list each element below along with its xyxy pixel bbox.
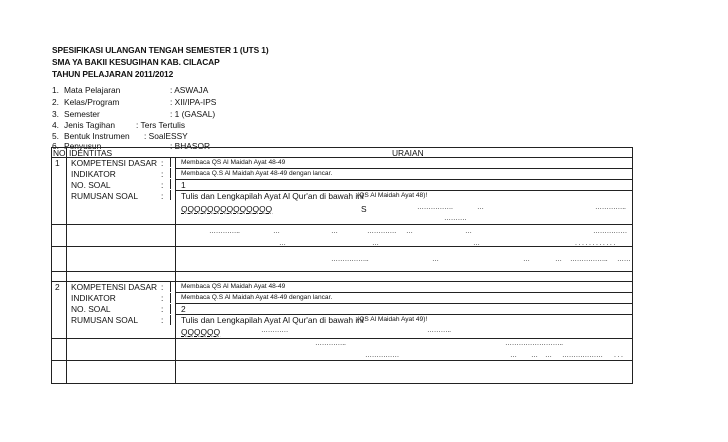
colon: : bbox=[161, 293, 164, 303]
blank-line: … bbox=[555, 256, 562, 263]
blank-line: . . . bbox=[614, 352, 623, 359]
blank-line: ………. bbox=[444, 215, 467, 222]
blank-line: ……….. bbox=[427, 327, 451, 334]
col-divider bbox=[170, 293, 171, 303]
row-divider bbox=[52, 271, 633, 272]
nosoal-value: 1 bbox=[181, 180, 186, 190]
row-divider bbox=[175, 303, 633, 304]
kompetensi-value: Membaca QS Al Maidah Ayat 48-49 bbox=[181, 283, 286, 290]
rumusan-label: RUMUSAN SOAL bbox=[71, 315, 139, 325]
blank-line: … bbox=[406, 228, 413, 235]
blank-line: …………….. bbox=[331, 256, 369, 263]
meta-item bbox=[52, 131, 188, 141]
colon: : bbox=[161, 315, 164, 325]
row-number: 2 bbox=[55, 282, 60, 292]
blank-line: … bbox=[531, 352, 538, 359]
colon: : bbox=[161, 180, 164, 190]
meta-value: : Ters Tertulis bbox=[136, 120, 186, 130]
row-divider bbox=[52, 360, 633, 361]
blank-line: … bbox=[477, 204, 484, 211]
meta-label: Kelas/Program bbox=[64, 97, 120, 107]
blank-line: …………… bbox=[593, 228, 628, 235]
nosoal-value: 2 bbox=[181, 304, 186, 314]
blank-line: … bbox=[545, 352, 552, 359]
indikator-label: INDIKATOR bbox=[71, 293, 116, 303]
meta-item bbox=[52, 97, 217, 107]
rumusan-ref: (QS Al Maidah Ayat 49)! bbox=[357, 316, 428, 323]
kompetensi-label: KOMPETENSI DASAR bbox=[71, 158, 158, 168]
col-divider bbox=[175, 282, 176, 384]
rumusan-value: Tulis dan Lengkapilah Ayat Al Qur'an di bawah ini bbox=[181, 191, 364, 201]
indikator-label: INDIKATOR bbox=[71, 169, 116, 179]
meta-num: 5. bbox=[52, 131, 59, 141]
meta-label: Semester bbox=[64, 109, 100, 119]
colon: : bbox=[161, 282, 164, 292]
academic-year: TAHUN PELAJARAN 2011/2012 bbox=[52, 69, 174, 79]
col-divider bbox=[66, 148, 67, 384]
meta-num: 1. bbox=[52, 85, 59, 95]
blank-line: … bbox=[372, 240, 379, 247]
blank-line: … bbox=[473, 240, 480, 247]
col-divider bbox=[170, 179, 171, 189]
blank-line: ……………… bbox=[562, 352, 603, 359]
meta-label: Penyusun bbox=[64, 141, 102, 151]
col-divider bbox=[170, 315, 171, 325]
meta-num: 3. bbox=[52, 109, 59, 119]
blank-line: …………. bbox=[367, 228, 396, 235]
meta-num: 6. bbox=[52, 141, 59, 151]
indikator-value: Membaca Q.S Al Maidah Ayat 48-49 dengan lancar. bbox=[181, 294, 333, 301]
meta-value: : 1 (GASAL) bbox=[170, 109, 216, 119]
rumusan-label: RUMUSAN SOAL bbox=[71, 191, 139, 201]
row-divider bbox=[175, 168, 633, 169]
col-header-uraian: URAIAN bbox=[392, 148, 424, 158]
colon: : bbox=[161, 191, 164, 201]
meta-num: 4. bbox=[52, 120, 59, 130]
col-divider bbox=[170, 157, 171, 167]
blank-line: ………….. bbox=[315, 340, 346, 347]
arabic-line: QQQQQQQQQQQQQQ bbox=[181, 204, 273, 214]
meta-num: 2. bbox=[52, 97, 59, 107]
colon: : bbox=[161, 158, 164, 168]
nosoal-label: NO. SOAL bbox=[71, 304, 111, 314]
meta-item bbox=[52, 109, 216, 119]
doc-title: SPESIFIKASI ULANGAN TENGAH SEMESTER 1 (UTS 1) bbox=[52, 45, 269, 55]
meta-label: Jenis Tagihan bbox=[64, 120, 116, 130]
meta-value: : SoalESSY bbox=[144, 131, 188, 141]
indikator-value: Membaca Q.S Al Maidah Ayat 48-49 dengan lancar. bbox=[181, 170, 333, 177]
blank-line: …………… bbox=[365, 352, 400, 359]
colon: : bbox=[161, 169, 164, 179]
blank-line: ………… bbox=[261, 327, 289, 334]
row-divider bbox=[52, 338, 633, 339]
kompetensi-value: Membaca QS Al Maidah Ayat 48-49 bbox=[181, 159, 286, 166]
col-header-identitas: IDENTITAS bbox=[69, 148, 113, 158]
arabic-line: QQQQQQ bbox=[181, 327, 221, 337]
blank-line: …………….. bbox=[570, 256, 608, 263]
col-divider bbox=[170, 282, 171, 292]
col-divider bbox=[175, 157, 176, 284]
row-number: 1 bbox=[55, 158, 60, 168]
colon: : bbox=[161, 304, 164, 314]
blank-line: ……………. bbox=[417, 204, 453, 211]
meta-label: Bentuk Instrumen bbox=[64, 131, 130, 141]
blank-line: … bbox=[523, 256, 530, 263]
row-divider bbox=[52, 246, 633, 247]
row-divider bbox=[175, 292, 633, 293]
blank-line: …… bbox=[617, 256, 631, 263]
rumusan-ref: (QS Al Maidah Ayat 48)! bbox=[357, 192, 428, 199]
blank-line: ………….. bbox=[209, 228, 240, 235]
blank-line: … bbox=[273, 228, 280, 235]
spec-table bbox=[51, 147, 633, 384]
blank-line: . . . . . . . . . . . . bbox=[575, 240, 616, 247]
col-divider bbox=[170, 190, 171, 200]
arabic-line: S bbox=[361, 204, 367, 214]
blank-line: ………….. bbox=[595, 204, 626, 211]
meta-item bbox=[52, 85, 209, 95]
row-divider bbox=[175, 179, 633, 180]
row-divider bbox=[52, 224, 633, 225]
blank-line: … bbox=[432, 256, 439, 263]
meta-item bbox=[52, 120, 186, 130]
blank-line: … bbox=[510, 352, 517, 359]
rumusan-value: Tulis dan Lengkapilah Ayat Al Qur'an di bawah ini bbox=[181, 315, 364, 325]
meta-value: : BHASOR bbox=[170, 141, 211, 151]
blank-line: … bbox=[331, 228, 338, 235]
blank-line: … bbox=[465, 228, 472, 235]
nosoal-label: NO. SOAL bbox=[71, 180, 111, 190]
meta-label: Mata Pelajaran bbox=[64, 85, 121, 95]
col-divider bbox=[170, 168, 171, 178]
col-header-no: NO bbox=[53, 148, 66, 158]
blank-line: …………………….. bbox=[505, 340, 563, 347]
meta-value: : XII/IPA-IPS bbox=[170, 97, 217, 107]
col-divider bbox=[170, 304, 171, 314]
meta-value: : ASWAJA bbox=[170, 85, 209, 95]
blank-line: … bbox=[279, 240, 286, 247]
kompetensi-label: KOMPETENSI DASAR bbox=[71, 282, 158, 292]
school-name: SMA YA BAKII KESUGIHAN KAB. CILACAP bbox=[52, 57, 220, 67]
